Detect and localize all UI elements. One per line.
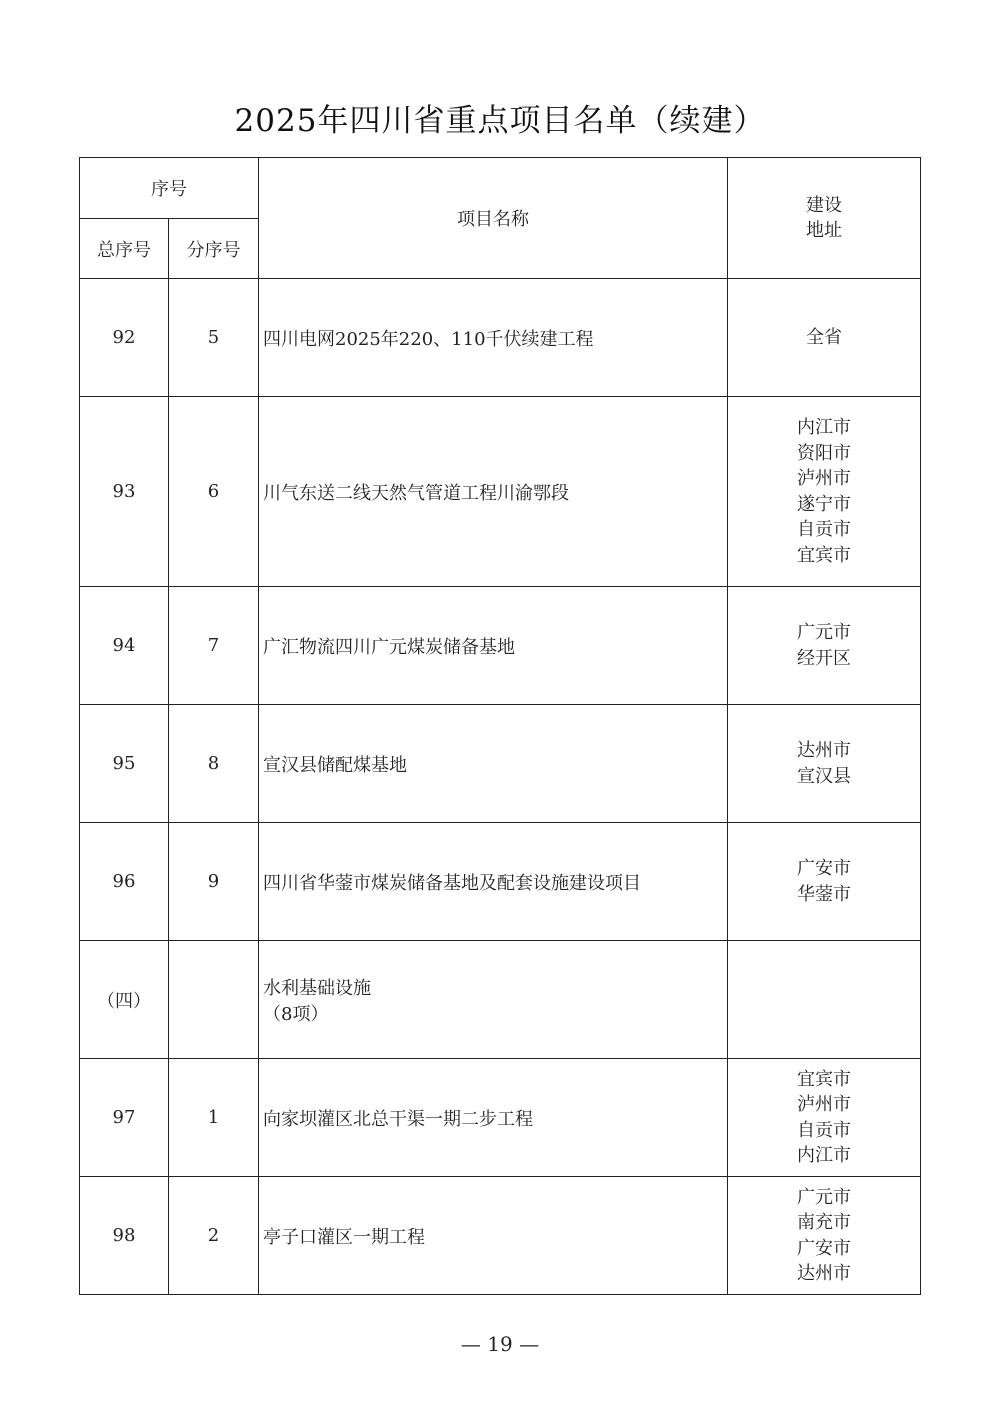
sub-seq-cell: 8 — [169, 705, 259, 823]
project-name-cell: 川气东送二线天然气管道工程川渝鄂段 — [259, 397, 728, 587]
project-name-cell: 宣汉县储配煤基地 — [259, 705, 728, 823]
location-line: 达州市 — [797, 740, 851, 761]
location-cell — [728, 397, 921, 587]
location-cell — [728, 1059, 921, 1177]
header-project-name: 项目名称 — [259, 158, 728, 279]
location-line: 南充市 — [797, 1212, 851, 1233]
location-line: 宜宾市 — [797, 1068, 851, 1090]
total-seq-cell: 97 — [80, 1059, 169, 1177]
location-line: 自贡市 — [797, 519, 851, 540]
location-line: 全省 — [806, 326, 842, 348]
location-line: 广元市 — [797, 622, 851, 643]
location-cell — [728, 941, 921, 1059]
location-line: 自贡市 — [797, 1119, 851, 1141]
project-name-cell: 亭子口灌区一期工程 — [259, 1177, 728, 1295]
total-seq-cell: 93 — [80, 397, 169, 587]
category-count: （8项） — [263, 1003, 329, 1025]
location-cell — [728, 823, 921, 941]
project-name-cell: 四川省华蓥市煤炭储备基地及配套设施建设项目 — [259, 823, 728, 941]
location-cell — [728, 587, 921, 705]
table-row — [80, 587, 921, 705]
category-row — [80, 941, 921, 1059]
page-number: — 19 — — [460, 1332, 540, 1356]
location-line: 广安市 — [797, 858, 851, 879]
header-total-seq: 总序号 — [80, 219, 169, 279]
location-line: 华蓥市 — [797, 883, 851, 905]
category-number-cell: （四） — [80, 941, 169, 1059]
project-name-cell: 广汇物流四川广元煤炭储备基地 — [259, 587, 728, 705]
header-row-1 — [80, 158, 921, 219]
location-line: 遂宁市 — [797, 493, 851, 515]
location-line: 广安市 — [797, 1237, 851, 1259]
location-line: 资阳市 — [797, 442, 851, 464]
header-location-line2: 地址 — [806, 220, 842, 241]
header-location-line1: 建设 — [806, 194, 842, 216]
sub-seq-cell — [169, 941, 259, 1059]
header-seq-group: 序号 — [80, 158, 259, 219]
total-seq-cell: 95 — [80, 705, 169, 823]
location-line: 宣汉县 — [797, 765, 851, 787]
location-line: 泸州市 — [797, 1094, 851, 1115]
category-name-cell — [259, 941, 728, 1059]
table-row — [80, 1059, 921, 1177]
location-line: 内江市 — [797, 417, 851, 438]
sub-seq-cell: 1 — [169, 1059, 259, 1177]
page-title: 2025年四川省重点项目名单（续建） — [234, 103, 766, 139]
total-seq-cell: 98 — [80, 1177, 169, 1295]
total-seq-cell: 92 — [80, 279, 169, 397]
table-row — [80, 279, 921, 397]
table-row — [80, 705, 921, 823]
table-row — [80, 823, 921, 941]
header-location — [728, 158, 921, 279]
location-cell — [728, 279, 921, 397]
table-row — [80, 397, 921, 587]
project-name-cell: 向家坝灌区北总干渠一期二步工程 — [259, 1059, 728, 1177]
location-line: 内江市 — [797, 1145, 851, 1166]
table-row — [80, 1177, 921, 1295]
total-seq-cell: 96 — [80, 823, 169, 941]
location-line: 宜宾市 — [797, 544, 851, 566]
location-line: 广元市 — [797, 1186, 851, 1208]
location-line: 经开区 — [797, 647, 851, 669]
header-sub-seq: 分序号 — [169, 219, 259, 279]
sub-seq-cell: 9 — [169, 823, 259, 941]
sub-seq-cell: 5 — [169, 279, 259, 397]
project-table — [79, 157, 921, 1295]
location-cell — [728, 1177, 921, 1295]
location-line: 达州市 — [797, 1263, 851, 1284]
location-cell — [728, 705, 921, 823]
total-seq-cell: 94 — [80, 587, 169, 705]
sub-seq-cell: 7 — [169, 587, 259, 705]
sub-seq-cell: 2 — [169, 1177, 259, 1295]
location-line: 泸州市 — [797, 468, 851, 489]
sub-seq-cell: 6 — [169, 397, 259, 587]
category-name: 水利基础设施 — [263, 977, 371, 999]
project-name-cell: 四川电网2025年220、110千伏续建工程 — [259, 279, 728, 397]
